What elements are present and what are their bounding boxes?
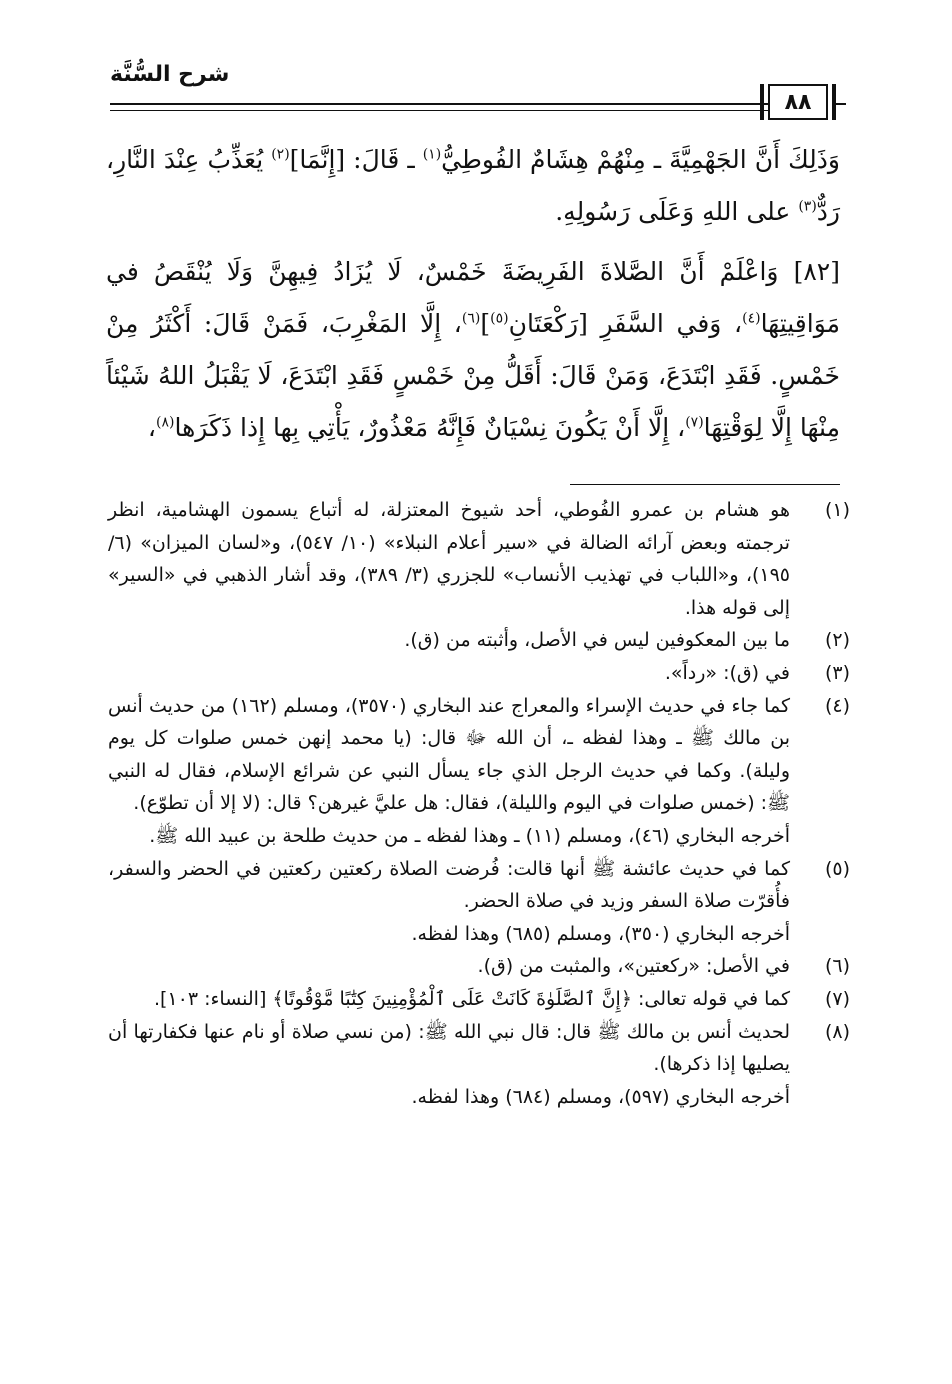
footnote-source: أخرجه البخاري (٥٩٧)، ومسلم (٦٨٤) وهذا لفظه. — [411, 1085, 790, 1108]
footnote-text: في الأصل: «ركعتين»، والمثبت من (ق). — [477, 955, 790, 978]
footnote-ref[interactable]: (٣) — [798, 198, 817, 215]
text-segment: وَذَلِكَ أَنَّ الجَهْمِيَّةَ ـ مِنْهُمْ هِشَامٌ الفُوطِيُّ — [441, 145, 840, 174]
footnote-ref[interactable]: (٢) — [271, 146, 290, 163]
header-rule — [110, 103, 770, 105]
footnote-6 — [108, 950, 850, 983]
main-paragraph-2 — [106, 246, 840, 454]
footnote-ref[interactable]: (١) — [422, 146, 442, 163]
page-number-frame-right — [832, 84, 836, 120]
footnote-body — [108, 983, 790, 1016]
footnote-source: أخرجه البخاري (٤٦)، ومسلم (١١) ـ وهذا لفظه ـ من حديث طلحة بن عبيد الله ﷺ. — [149, 824, 790, 847]
footnote-3 — [108, 657, 850, 690]
text-segment: ـ قَالَ: [إِنَّمَا] — [289, 145, 423, 174]
footnote-separator — [570, 484, 840, 485]
header-rule-thin — [110, 110, 770, 111]
footnote-body — [108, 624, 790, 657]
footnote-number: (٢) — [824, 629, 850, 652]
footnote-8 — [108, 1016, 850, 1114]
footnote-5 — [108, 853, 850, 951]
footnote-ref[interactable]: (٧) — [685, 414, 704, 431]
main-paragraph-1 — [106, 134, 840, 238]
text-segment: على اللهِ وَعَلَى رَسُولِهِ. — [555, 197, 799, 226]
text-segment: ، وَفي السَّفَرِ [رَكْعَتَانِ — [508, 309, 743, 338]
footnote-text: كما في حديث عائشة ﷺ أنها قالت: فُرضت الصلاة ركعتين ركعتين في الحضر والسفر، فأُقرّت صلاة السفر وزيد في صلاة الحضر. — [108, 857, 790, 913]
footnote-body — [108, 1016, 790, 1114]
page-number-frame-left — [760, 84, 764, 120]
footnote-number: (٦) — [824, 955, 850, 978]
footnote-body — [108, 690, 790, 853]
footnote-ref[interactable]: (٥) — [490, 310, 509, 327]
footnote-number: (٤) — [824, 694, 850, 717]
text-segment: ، إِلَّا المَغْرِبَ، فَمَنْ قَالَ: أَكْثَرُ مِنْ خَمْسٍ. فَقَدِ ابْتَدَعَ، وَمَنْ قَالَ: أَقَلُّ مِنْ خَمْسٍ فَقَدِ ابْتَدَعَ، لَا يَقْبَلُ اللهُ شَيْئاً مِنْهَا إِلَّا لِوَقْتِهَا — [106, 309, 840, 442]
footnote-text: كما جاء في حديث الإسراء والمعراج عند البخاري (٣٥٧٠)، ومسلم (١٦٢) من حديث أنس بن مالك ﷺ ـ وهذا لفظه ـ، أن الله ﷻ قال: (يا محمد إنهن خمس صلوات كل يوم وليلة). وكما في حديث الرجل الذي جاء يسأل النبي عن شرائع الإسلام، فقال له النبي ﷺ: (خمس صلوات في اليوم والليلة)، فقال: هل عليَّ غيرهن؟ قال: (لا إلا أن تطوّع). — [108, 694, 790, 815]
footnote-4 — [108, 690, 850, 853]
footnote-number: (١) — [824, 499, 850, 521]
footnote-text: كما في قوله تعالى: ﴿إِنَّ ٱلصَّلَوٰةَ كَانَتْ عَلَى ٱلْمُؤْمِنِينَ كِتَٰبًا مَّوْقُوتًا﴾ [النساء: ١٠٣]. — [153, 987, 790, 1010]
running-title: شرح السُّنَّة — [110, 62, 230, 87]
text-segment: [٨٢] وَاعْلَمْ أَنَّ الصَّلاةَ الفَرِيضَةَ خَمْسٌ، لَا يُزَادُ فِيهِنَّ وَلَا يُنْقَصُ في مَوَاقِيتِهَا — [106, 257, 840, 338]
footnote-body — [108, 657, 790, 690]
footnote-text: هو هشام بن عمرو الفُوطي، أحد شيوخ المعتزلة، له أتباع يسمون الهشامية، انظر ترجمته وبعض آرائه الضالة في «سير أعلام النبلاء» (١٠/ ٥٤٧)، و«لسان الميزان» (٦/ ١٩٥)، و«اللباب في تهذيب الأنساب» للجزري (٣/ ٣٨٩)، وقد أشار الذهبي في «السير» إلى قوله هذا. — [108, 499, 790, 619]
footnote-body — [108, 950, 790, 983]
footnote-body — [108, 853, 790, 951]
footnote-source: أخرجه البخاري (٣٥٠)، ومسلم (٦٨٥) وهذا لفظه. — [411, 922, 790, 945]
text-segment: ، — [147, 413, 156, 442]
text-segment: ، إِلَّا أَنْ يَكُونَ نِسْيَانٌ فَإِنَّهُ مَعْذُورٌ، يَأْتِي بِها إِذا ذَكَرَها — [174, 413, 686, 442]
main-text — [106, 134, 840, 454]
footnotes — [108, 494, 850, 1113]
footnote-7 — [108, 983, 850, 1016]
text-segment: يُعَذِّبُ عِنْدَ النَّارِ، رَدٌّ — [106, 145, 840, 226]
text-segment: ] — [480, 309, 491, 338]
footnote-number: (٧) — [824, 987, 850, 1010]
header-rule-right — [836, 103, 846, 105]
footnote-text: ما بين المعكوفين ليس في الأصل، وأثبته من (ق). — [404, 629, 790, 652]
footnote-2 — [108, 624, 850, 657]
page-number: ٨٨ — [768, 84, 828, 120]
footnote-number: (٨) — [824, 1020, 850, 1043]
footnote-body — [108, 494, 790, 624]
footnote-text: في (ق): «رداً». — [664, 661, 790, 684]
footnote-number: (٥) — [824, 857, 850, 880]
footnote-number: (٣) — [824, 661, 850, 684]
footnote-ref[interactable]: (٦) — [461, 310, 481, 327]
footnote-1 — [108, 494, 850, 624]
footnote-ref[interactable]: (٨) — [156, 414, 175, 431]
footnote-text: لحديث أنس بن مالك ﷺ قال: قال نبي الله ﷺ: (من نسي صلاة أو نام عنها فكفارتها أن يصليها إذا ذكرها). — [108, 1020, 790, 1076]
footnote-ref[interactable]: (٤) — [742, 310, 761, 327]
